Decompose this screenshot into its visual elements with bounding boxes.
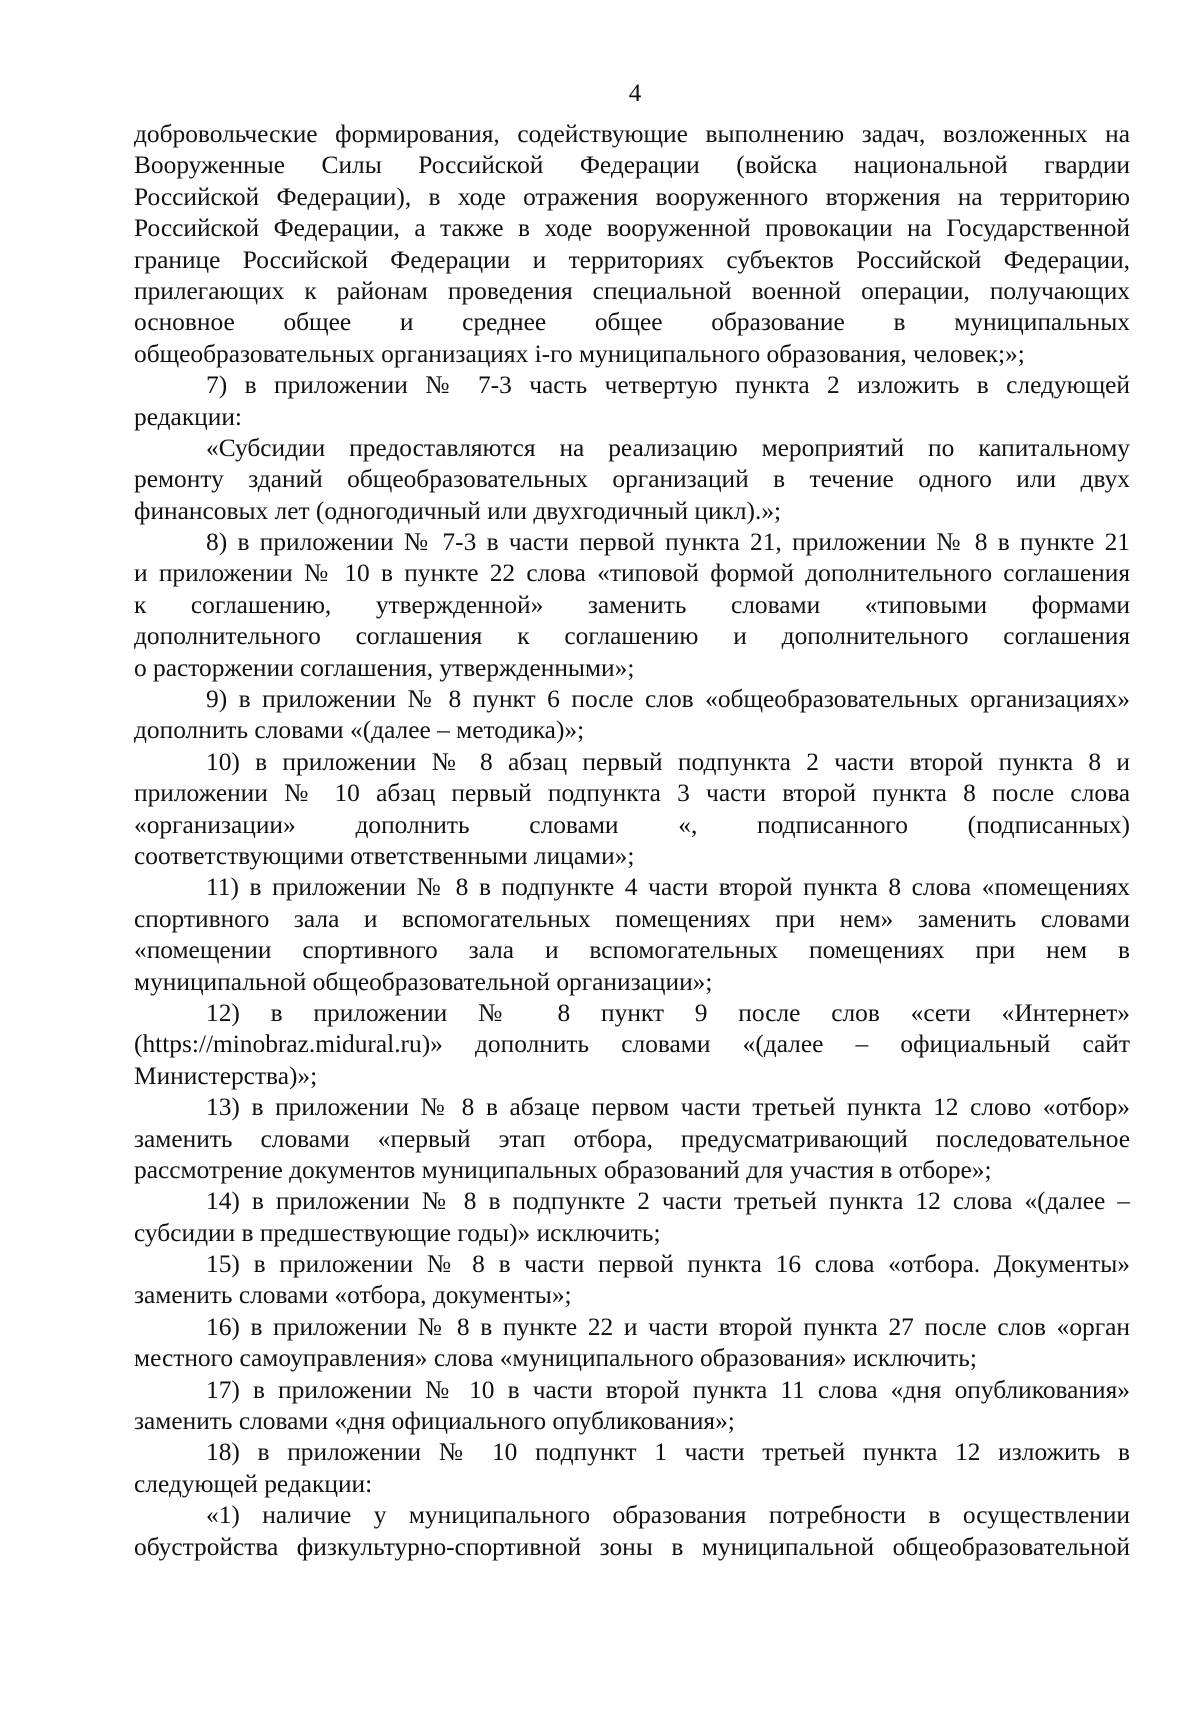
text-line: местного самоуправления» слова «муниципального образования» исключить; bbox=[134, 1344, 977, 1373]
text-line: основное общее и среднее общее образование в муниципальных bbox=[134, 308, 1130, 337]
paragraph-first-line: 12) в приложении № 8 пункт 9 после слов «сети «Интернет» bbox=[206, 998, 1130, 1027]
text-line: границе Российской Федерации и территориях субъектов Российской Федерации, bbox=[134, 245, 1130, 274]
text-line: рассмотрение документов муниципальных образований для участия в отборе»; bbox=[134, 1155, 992, 1184]
paragraph-first-line: 13) в приложении № 8 в абзаце первом части третьей пункта 12 слово «отбор» bbox=[206, 1093, 1130, 1122]
text-line: к соглашению, утвержденной» заменить словами «типовыми формами bbox=[134, 590, 1130, 619]
text-line: Российской Федерации), в ходе отражения вооруженного вторжения на территорию bbox=[134, 182, 1130, 211]
paragraph-first-line: 17) в приложении № 10 в части второй пункта 11 слова «дня опубликования» bbox=[206, 1375, 1130, 1404]
paragraph-first-line: 18) в приложении № 10 подпункт 1 части третьей пункта 12 изложить в bbox=[206, 1438, 1130, 1467]
text-line: дополнить словами «(далее – методика)»; bbox=[134, 716, 585, 745]
paragraph-first-line: «Субсидии предоставляются на реализацию мероприятий по капитальному bbox=[206, 433, 1130, 462]
paragraph-first-line: 7) в приложении № 7-3 часть четвертую пункта 2 изложить в следующей bbox=[206, 371, 1130, 400]
document-body bbox=[134, 119, 1130, 1563]
text-line: заменить словами «отбора, документы»; bbox=[134, 1281, 572, 1310]
text-line: о расторжении соглашения, утвержденными»; bbox=[134, 653, 635, 682]
paragraph-first-line: 15) в приложении № 8 в части первой пункта 16 слова «отбора. Документы» bbox=[206, 1250, 1130, 1279]
text-line: и приложении № 10 в пункте 22 слова «типовой формой дополнительного соглашения bbox=[134, 559, 1130, 588]
text-line: Министерства)»; bbox=[134, 1061, 318, 1090]
page-number: 4 bbox=[628, 80, 642, 107]
text-line: обустройства физкультурно-спортивной зоны в муниципальной общеобразовательной bbox=[134, 1532, 1130, 1561]
paragraph-first-line: 16) в приложении № 8 в пункте 22 и части второй пункта 27 после слов «орган bbox=[206, 1312, 1130, 1341]
paragraph-first-line: 10) в приложении № 8 абзац первый подпункта 2 части второй пункта 8 и bbox=[206, 747, 1130, 776]
text-line: добровольческие формирования, содействующие выполнению задач, возложенных на bbox=[134, 120, 1130, 148]
text-line: ремонту зданий общеобразовательных организаций в течение одного или двух bbox=[134, 465, 1130, 494]
paragraph-first-line: 14) в приложении № 8 в подпункте 2 части третьей пункта 12 слова «(далее – bbox=[206, 1187, 1130, 1216]
paragraph-first-line: 9) в приложении № 8 пункт 6 после слов «общеобразовательных организациях» bbox=[206, 685, 1130, 714]
text-line: «организации» дополнить словами «, подписанного (подписанных) bbox=[134, 810, 1130, 839]
paragraph-first-line: 11) в приложении № 8 в подпункте 4 части второй пункта 8 слова «помещениях bbox=[206, 873, 1130, 902]
text-line: редакции: bbox=[134, 402, 242, 431]
text-line: общеобразовательных организациях i-го муниципального образования, человек;»; bbox=[134, 339, 1025, 368]
paragraph-first-line: «1) наличие у муниципального образования потребности в осуществлении bbox=[206, 1501, 1130, 1530]
text-line: субсидии в предшествующие годы)» исключить; bbox=[134, 1218, 661, 1247]
text-line: соответствующими ответственными лицами»; bbox=[134, 841, 635, 870]
text-line: прилегающих к районам проведения специальной военной операции, получающих bbox=[134, 276, 1130, 305]
text-line: Вооруженные Силы Российской Федерации (войска национальной гвардии bbox=[134, 151, 1130, 180]
text-line: спортивного зала и вспомогательных помещениях при нем» заменить словами bbox=[134, 904, 1130, 933]
text-line: дополнительного соглашения к соглашению и дополнительного соглашения bbox=[134, 622, 1130, 651]
text-line: «помещении спортивного зала и вспомогательных помещениях при нем в bbox=[134, 936, 1130, 965]
text-line: финансовых лет (одногодичный или двухгодичный цикл).»; bbox=[134, 496, 782, 525]
text-line: приложении № 10 абзац первый подпункта 3 части второй пункта 8 после слова bbox=[134, 779, 1130, 808]
text-line: заменить словами «первый этап отбора, предусматривающий последовательное bbox=[134, 1124, 1130, 1153]
text-line: Российской Федерации, а также в ходе вооруженной провокации на Государственной bbox=[134, 214, 1130, 243]
text-line: (https://minobraz.midural.ru)» дополнить словами «(далее – официальный сайт bbox=[134, 1030, 1130, 1059]
text-line: муниципальной общеобразовательной организации»; bbox=[134, 967, 713, 996]
text-line: следующей редакции: bbox=[134, 1469, 373, 1498]
paragraph-first-line: 8) в приложении № 7-3 в части первой пункта 21, приложении № 8 в пункте 21 bbox=[206, 528, 1130, 557]
text-line: заменить словами «дня официального опубликования»; bbox=[134, 1407, 735, 1436]
